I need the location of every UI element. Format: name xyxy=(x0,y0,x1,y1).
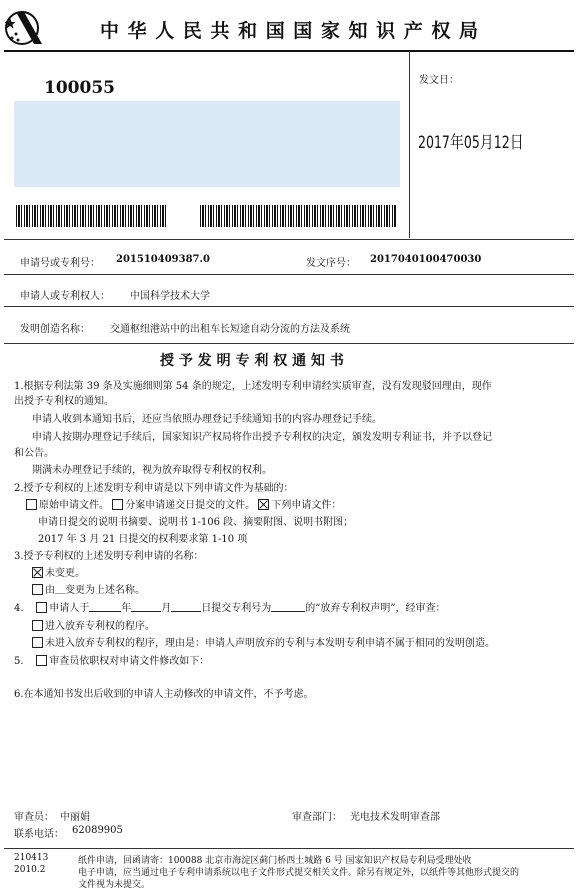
dept-label: 审查部门： xyxy=(292,812,342,823)
waiver-not-entered: 未进入放弃专利权的程序，理由是：申请人声明放弃的专利与本发明专利申请不属于相同的发明创造。 xyxy=(32,634,495,649)
form-code-2: 2010.2 xyxy=(14,865,46,875)
para-1-line-2: 出授予专利权的通知。 xyxy=(14,396,114,407)
basis-options: 原始申请文件。 分案申请递交日提交的文件。 下列申请文件： xyxy=(26,496,341,511)
mail-note: 纸件申请，回函请寄：100088 北京市海淀区蓟门桥西土城路 6 号 国家知识产权局专利局受理处收 xyxy=(78,856,472,866)
para-2: 2.授予专利权的上述发明专利申请是以下列申请文件为基础的： xyxy=(14,483,294,494)
form-code-1: 210413 xyxy=(14,853,49,863)
applicant: 中国科学技术大学 xyxy=(130,291,210,302)
para-1-line-1: 1.根据专利法第 39 条及实施细则第 54 条的规定，上述发明专利申请经实质审查，没有发现驳回理由，现作 xyxy=(14,381,492,392)
checkbox-following-docs xyxy=(258,499,269,510)
para-3: 3.授予专利权的上述发明专利申请的名称： xyxy=(14,551,204,562)
para-1-line-5: 和公告。 xyxy=(14,448,54,459)
para-5: 5. 审查员依职权对申请文件修改如下： xyxy=(14,656,210,667)
checkbox-examiner-amend xyxy=(36,655,47,666)
e-filing-note-2: 文件视为未提交。 xyxy=(78,880,151,890)
checkbox-name-unchanged xyxy=(32,567,43,578)
notice-title: 授 予 发 明 专 利 权 通 知 书 xyxy=(160,353,344,369)
applicant-label: 申请人或专利权人： xyxy=(20,291,110,302)
phone-number: 62089905 xyxy=(72,825,123,836)
doc-no: 2017040100470030 xyxy=(370,254,482,265)
para-1-line-4: 申请人按期办理登记手续后，国家知识产权局将作出授予专利权的决定，颁发发明专利证书，并予以登记 xyxy=(32,432,492,443)
doc-no-label: 发文序号： xyxy=(306,258,356,269)
barcode-left xyxy=(16,205,168,227)
invention-title: 交通枢纽港站中的出租车长短途自动分流的方法及系统 xyxy=(110,324,350,335)
para-1-line-6: 期满未办理登记手续的，视为放弃取得专利权的权利。 xyxy=(32,465,272,476)
examiner-name: 中丽娟 xyxy=(60,812,90,823)
office-name: 中 华 人 民 共 和 国 国 家 知 识 产 权 局 xyxy=(100,20,479,42)
name-changed: 由＿变更为上述名称。 xyxy=(32,581,145,596)
e-filing-note-1: 电子申请，应当通过电子专利申请系统以电子文件形式提交相关文件。除另有规定外，以纸件等其他形式提交的 xyxy=(78,868,520,878)
send-date-label: 发文日： xyxy=(419,75,459,86)
waiver-entered: 进入放弃专利权的程序。 xyxy=(32,617,155,632)
barcode-right xyxy=(200,205,396,227)
name-unchanged: 未变更。 xyxy=(32,564,85,579)
app-no-label: 申请号或专利号： xyxy=(20,258,100,269)
checkbox-waiver-entered xyxy=(32,620,43,631)
para-6: 6.在本通知书发出后收到的申请人主动修改的申请文件，不予考虑。 xyxy=(14,689,314,700)
examiner-label: 审查员： xyxy=(14,812,54,823)
checkbox-waiver xyxy=(36,602,47,613)
postcode: 100055 xyxy=(44,78,115,98)
checkbox-name-changed xyxy=(32,584,43,595)
dept-name: 光电技术发明审查部 xyxy=(350,812,440,823)
checkbox-divisional-docs xyxy=(112,499,123,510)
para-4: 4. 申请人于 年 月 日提交专利号为 的“放弃专利权声明”，经审查： xyxy=(14,603,446,614)
checkbox-waiver-not-entered xyxy=(32,637,43,648)
app-no: 201510409387.0 xyxy=(116,254,210,265)
invention-label: 发明创造名称： xyxy=(20,324,90,335)
send-date: 2017年05月12日 xyxy=(418,133,524,153)
basis-doc-2: 2017 年 3 月 21 日提交的权利要求第 1-10 项 xyxy=(38,534,248,545)
phone-label: 联系电话： xyxy=(14,829,64,840)
para-1-line-3: 申请人收到本通知书后，还应当依照办理登记手续通知书的内容办理登记手续。 xyxy=(32,414,382,425)
cnipa-emblem-logo xyxy=(4,4,48,48)
basis-doc-1: 申请日提交的说明书摘要、说明书 1-106 段、摘要附图、说明书附图； xyxy=(38,517,354,528)
checkbox-original-docs xyxy=(26,499,37,510)
address-box xyxy=(14,101,400,187)
